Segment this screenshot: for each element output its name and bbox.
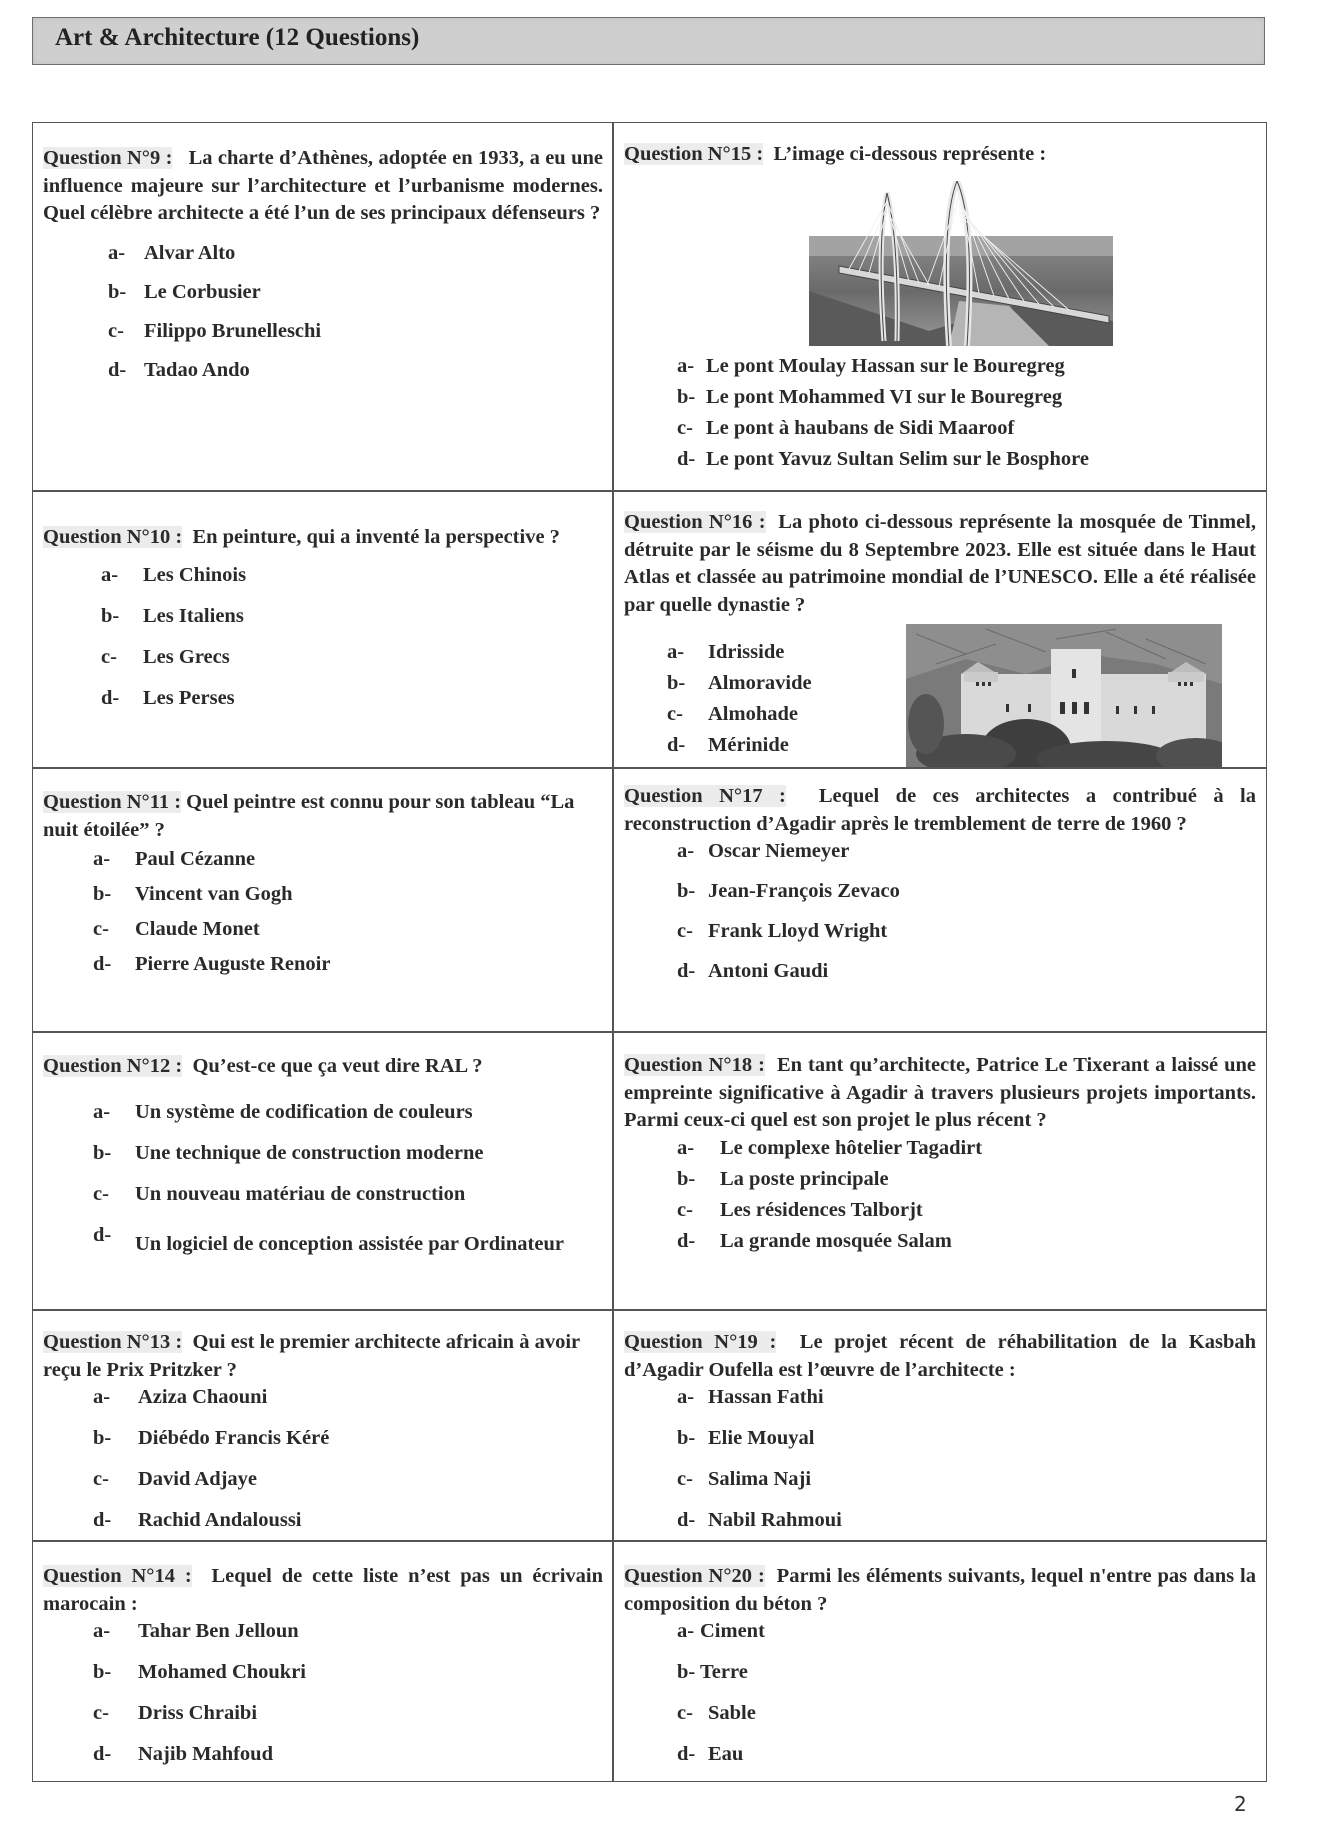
option-text: Claude Monet: [135, 918, 260, 940]
option-text: Une technique de construction moderne: [135, 1141, 484, 1164]
answer-option[interactable]: [624, 1427, 1256, 1468]
option-text: Hassan Fathi: [708, 1386, 824, 1408]
answer-option[interactable]: [43, 883, 603, 918]
question-text: La charte d’Athènes, adoptée en 1933, a eu une influence majeure sur l’architecture et l’urbanisme modernes. Quel célèbre architecte a été l’un de ses principaux défenseurs ?: [43, 147, 603, 224]
answer-option[interactable]: [624, 1386, 1256, 1427]
option-letter: c-: [677, 1702, 693, 1724]
question-text: Quel peintre est connu pour son tableau “La nuit étoilée” ?: [43, 791, 575, 841]
option-letter: d-: [108, 358, 127, 381]
option-letter: c-: [93, 1702, 109, 1724]
option-text: Les résidences Talborjt: [720, 1198, 923, 1221]
option-text: La poste principale: [720, 1167, 889, 1190]
option-text: Le pont Yavuz Sultan Selim sur le Bosphore: [706, 448, 1089, 470]
option-letter: d-: [677, 1509, 696, 1531]
question-17-prompt: [624, 783, 1256, 838]
answer-option[interactable]: [624, 1620, 1256, 1661]
option-text: Les Grecs: [143, 645, 230, 668]
option-text: Almohade: [708, 703, 798, 725]
option-text: Le complexe hôtelier Tagadirt: [720, 1136, 983, 1159]
option-text: Aziza Chaouni: [138, 1386, 268, 1408]
option-letter: b-: [93, 1427, 112, 1449]
answer-option[interactable]: [43, 1702, 603, 1743]
option-letter: d-: [677, 960, 696, 982]
option-letter: a-: [667, 641, 685, 663]
answer-option[interactable]: [624, 920, 1256, 960]
question-15: [624, 141, 1256, 169]
answer-option[interactable]: [43, 687, 603, 728]
answer-option[interactable]: [43, 1620, 603, 1661]
option-letter: b-: [677, 1167, 696, 1190]
option-letter: b-: [108, 280, 127, 303]
option-text: Mérinide: [708, 734, 789, 756]
option-letter: c-: [677, 1468, 693, 1490]
question-15-options: [624, 355, 1256, 479]
option-text: Le pont Mohammed VI sur le Bouregreg: [706, 386, 1063, 408]
page-number: 2: [1234, 1792, 1247, 1816]
answer-option[interactable]: [624, 386, 1256, 417]
question-text: La photo ci-dessous représente la mosquée de Tinmel, détruite par le séisme du 8 Septembre 2023. Elle est située dans le Haut Atlas et classée au patrimoine mondial de l’UNESCO. Elle a été réalisée par quelle dynastie ?: [624, 511, 1256, 616]
answer-option[interactable]: [624, 840, 1256, 880]
option-letter: b-: [677, 386, 696, 408]
option-letter: b-: [677, 1661, 696, 1683]
option-text: Idrisside: [708, 641, 785, 663]
option-letter: c-: [101, 645, 117, 668]
row-divider: [33, 1309, 1266, 1311]
option-text: Ciment: [700, 1620, 765, 1642]
option-letter: a-: [101, 563, 119, 586]
option-letter: b-: [93, 1141, 112, 1164]
question-text: Le projet récent de réhabilitation de la Kasbah d’Agadir Oufella est l’œuvre de l’architecte :: [624, 1331, 1256, 1381]
option-text: Alvar Alto: [144, 241, 236, 264]
answer-option[interactable]: [624, 1168, 1256, 1199]
option-text: Un système de codification de couleurs: [135, 1100, 473, 1123]
question-19-prompt: [624, 1329, 1256, 1384]
option-text: La grande mosquée Salam: [720, 1229, 952, 1252]
question-17: [624, 783, 1256, 1000]
option-text: Un nouveau matériau de construction: [135, 1182, 466, 1205]
answer-option[interactable]: [624, 880, 1256, 920]
question-19: [624, 1329, 1256, 1550]
answer-option[interactable]: [43, 1427, 603, 1468]
question-label: Question N°18 :: [624, 1054, 765, 1076]
option-letter: a-: [93, 1100, 111, 1123]
option-text: Filippo Brunelleschi: [144, 319, 322, 342]
answer-option[interactable]: [624, 1743, 1256, 1784]
option-letter: a-: [677, 1386, 695, 1408]
question-label: Question N°20 :: [624, 1565, 765, 1587]
option-text: Les Perses: [143, 686, 235, 709]
question-text: Qui est le premier architecte africain à avoir reçu le Prix Pritzker ?: [43, 1331, 580, 1381]
answer-option[interactable]: [43, 281, 603, 320]
row-divider: [33, 767, 1266, 769]
option-letter: b-: [677, 880, 696, 902]
answer-option[interactable]: [43, 242, 603, 281]
question-10-prompt: [43, 524, 603, 552]
column-divider: [612, 123, 614, 1781]
option-text: Rachid Andaloussi: [138, 1509, 302, 1531]
question-text: En peinture, qui a inventé la perspective ?: [192, 526, 560, 548]
answer-option[interactable]: [624, 1137, 1256, 1168]
option-letter: b-: [101, 604, 120, 627]
option-text: David Adjaye: [138, 1468, 258, 1490]
question-20: [624, 1563, 1256, 1784]
question-13: [43, 1329, 603, 1550]
option-text: Pierre Auguste Renoir: [135, 953, 331, 975]
option-letter: b-: [93, 1661, 112, 1683]
question-9-prompt: [43, 145, 603, 228]
answer-option[interactable]: [43, 1224, 603, 1306]
option-letter: a-: [93, 1386, 111, 1408]
option-text: Mohamed Choukri: [138, 1661, 307, 1683]
answer-option[interactable]: [624, 960, 1256, 1000]
option-text: Le pont à haubans de Sidi Maaroof: [706, 417, 1015, 439]
question-label: Question N°19 :: [624, 1331, 777, 1353]
option-letter: d-: [93, 1743, 112, 1765]
option-letter: c-: [93, 1468, 109, 1490]
option-letter: c-: [677, 1198, 693, 1221]
question-text: Lequel de ces architectes a contribué à la reconstruction d’Agadir après le tremblement de terre de 1960 ?: [624, 785, 1256, 835]
question-label: Question N°9 :: [43, 147, 173, 169]
question-text: Lequel de cette liste n’est pas un écrivain marocain :: [43, 1565, 603, 1615]
question-13-prompt: [43, 1329, 603, 1384]
option-text: Najib Mahfoud: [138, 1743, 273, 1765]
bridge-photo: [809, 181, 1113, 346]
option-letter: d-: [93, 953, 112, 975]
section-header: [32, 17, 1265, 65]
questions-table: [32, 122, 1267, 1782]
option-letter: a-: [93, 848, 111, 870]
option-letter: d-: [93, 1509, 112, 1531]
option-text: Eau: [708, 1743, 744, 1765]
question-14: [43, 1563, 603, 1784]
option-letter: d-: [677, 1743, 696, 1765]
option-letter: b-: [677, 1427, 696, 1449]
option-text: Les Chinois: [143, 563, 247, 586]
option-text: Almoravide: [708, 672, 812, 694]
question-10: [43, 524, 603, 728]
question-text: Qu’est-ce que ça veut dire RAL ?: [192, 1055, 483, 1077]
question-text: Parmi les éléments suivants, lequel n'entre pas dans la composition du béton ?: [624, 1565, 1256, 1615]
option-text: Nabil Rahmoui: [708, 1509, 842, 1531]
option-letter: d-: [93, 1223, 112, 1246]
answer-option[interactable]: [43, 1183, 603, 1224]
question-label: Question N°11 :: [43, 791, 182, 813]
answer-option[interactable]: [43, 1386, 603, 1427]
question-20-prompt: [624, 1563, 1256, 1618]
option-letter: c-: [108, 319, 124, 342]
answer-option[interactable]: [624, 1230, 1256, 1261]
answer-option[interactable]: [43, 646, 603, 687]
option-letter: a-: [93, 1620, 111, 1642]
answer-option[interactable]: [43, 1101, 603, 1142]
answer-option[interactable]: [43, 1743, 603, 1784]
option-text: Le Corbusier: [144, 280, 261, 303]
option-letter: a-: [108, 241, 126, 264]
option-letter: d-: [101, 686, 120, 709]
question-label: Question N°10 :: [43, 526, 183, 548]
option-text: Les Italiens: [143, 604, 244, 627]
option-text: Tahar Ben Jelloun: [138, 1620, 299, 1642]
answer-option[interactable]: [624, 1468, 1256, 1509]
option-text: Vincent van Gogh: [135, 883, 293, 905]
option-text: Paul Cézanne: [135, 848, 256, 870]
option-letter: c-: [677, 417, 693, 439]
question-label: Question N°15 :: [624, 143, 764, 165]
option-text: Diébédo Francis Kéré: [138, 1427, 330, 1449]
question-11-prompt: [43, 789, 603, 844]
option-letter: d-: [667, 734, 686, 756]
option-text: Frank Lloyd Wright: [708, 920, 888, 942]
question-9: [43, 145, 603, 398]
option-letter: d-: [677, 1229, 696, 1252]
option-text: Un logiciel de conception assistée par Ordinateur: [135, 1232, 564, 1255]
question-label: Question N°14 :: [43, 1565, 192, 1587]
answer-option[interactable]: [43, 918, 603, 953]
answer-option[interactable]: [624, 448, 1256, 479]
option-letter: a-: [677, 355, 695, 377]
question-label: Question N°13 :: [43, 1331, 183, 1353]
option-letter: b-: [667, 672, 686, 694]
question-15-prompt: [624, 141, 1256, 169]
option-letter: c-: [677, 920, 693, 942]
option-text: Driss Chraibi: [138, 1702, 258, 1724]
question-18-prompt: [624, 1052, 1256, 1135]
answer-option[interactable]: [624, 1702, 1256, 1743]
option-text: Terre: [700, 1661, 748, 1683]
question-11: [43, 789, 603, 988]
question-label: Question N°17 :: [624, 785, 786, 807]
answer-option[interactable]: [43, 605, 603, 646]
answer-option[interactable]: [43, 1661, 603, 1702]
mosque-photo: [906, 624, 1222, 767]
answer-option[interactable]: [43, 320, 603, 359]
answer-option[interactable]: [43, 1468, 603, 1509]
row-divider: [33, 490, 1266, 492]
answer-option[interactable]: [43, 848, 603, 883]
answer-option[interactable]: [43, 1142, 603, 1183]
option-letter: a-: [677, 840, 695, 862]
option-letter: c-: [93, 918, 109, 940]
option-letter: c-: [93, 1182, 109, 1205]
question-18: [624, 1052, 1256, 1261]
option-letter: b-: [93, 883, 112, 905]
option-text: Jean-François Zevaco: [708, 880, 900, 902]
answer-option[interactable]: [624, 1199, 1256, 1230]
option-text: Salima Naji: [708, 1468, 812, 1490]
question-text: En tant qu’architecte, Patrice Le Tixerant a laissé une empreinte significative à Agadir à travers plusieurs projets importants. Parmi ceux-ci quel est son projet le plus récent ?: [624, 1054, 1256, 1131]
option-letter: d-: [677, 448, 696, 470]
answer-option[interactable]: [624, 417, 1256, 448]
option-text: Antoni Gaudi: [708, 960, 829, 982]
answer-option[interactable]: [624, 1509, 1256, 1550]
answer-option[interactable]: [43, 564, 603, 605]
option-letter: c-: [667, 703, 683, 725]
section-title: Art & Architecture (12 Questions): [55, 24, 420, 51]
answer-option[interactable]: [624, 355, 1256, 386]
option-text: Le pont Moulay Hassan sur le Bouregreg: [706, 355, 1065, 377]
question-label: Question N°16 :: [624, 511, 766, 533]
option-text: Elie Mouyal: [708, 1427, 815, 1449]
option-text: Oscar Niemeyer: [708, 840, 850, 862]
row-divider: [33, 1031, 1266, 1033]
question-text: L’image ci-dessous représente :: [773, 143, 1047, 165]
option-letter: a-: [677, 1620, 695, 1642]
answer-option[interactable]: [43, 953, 603, 988]
question-16-prompt: [624, 509, 1256, 619]
option-text: Tadao Ando: [144, 358, 250, 381]
question-label: Question N°12 :: [43, 1055, 183, 1077]
option-letter: a-: [677, 1136, 695, 1159]
answer-option[interactable]: [43, 359, 603, 398]
question-12: [43, 1053, 603, 1306]
answer-option[interactable]: [624, 1661, 1256, 1702]
question-14-prompt: [43, 1563, 603, 1618]
answer-option[interactable]: [43, 1509, 603, 1550]
option-text: Sable: [708, 1702, 756, 1724]
question-12-prompt: [43, 1053, 603, 1081]
